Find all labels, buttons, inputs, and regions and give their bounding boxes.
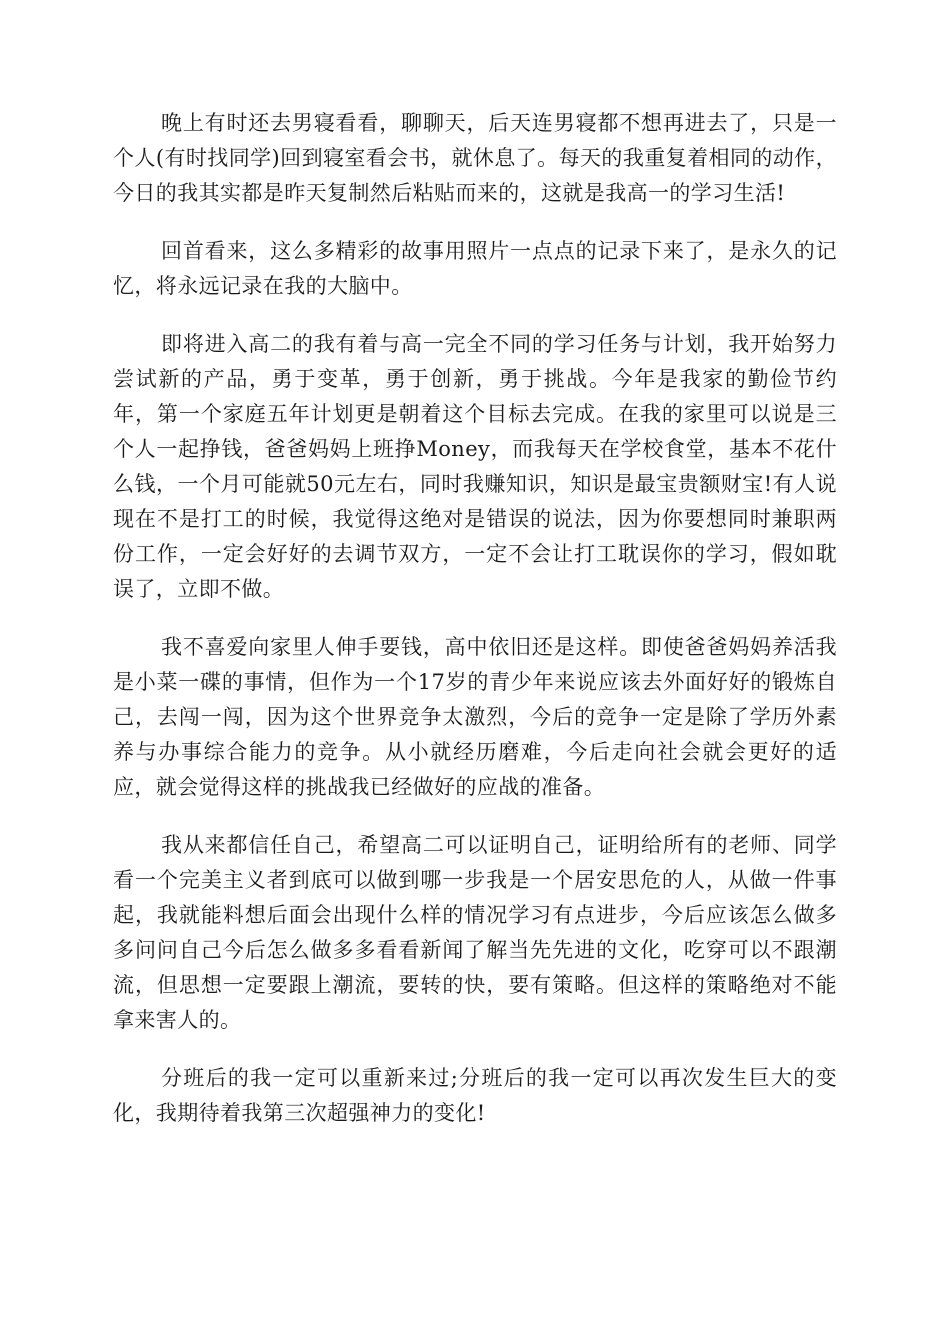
paragraph-6: 分班后的我一定可以重新来过;分班后的我一定可以再次发生巨大的变化，我期待着我第三次超强神力的变化! xyxy=(113,1066,837,1125)
paragraph-4: 我不喜爱向家里人伸手要钱，高中依旧还是这样。即使爸爸妈妈养活我是小菜一碟的事情，但作为一个17岁的青少年来说应该去外面好好的锻炼自己，去闯一闯，因为这个世界竞争太激烈，今后的竞争一定是除了学历外素养与办事综合能力的竞争。从小就经历磨难，今后走向社会就会更好的适应，就会觉得这样的挑战我已经做好的应战的准备。 xyxy=(113,635,837,799)
document-page xyxy=(113,106,837,1154)
paragraph-5: 我从来都信任自己，希望高二可以证明自己，证明给所有的老师、同学看一个完美主义者到底可以做到哪一步我是一个居安思危的人，从做一件事起，我就能料想后面会出现什么样的情况学习有点进步，今后应该怎么做多多问问自己今后怎么做多多看看新闻了解当先先进的文化，吃穿可以不跟潮流，但思想一定要跟上潮流，要转的快，要有策略。但这样的策略绝对不能拿来害人的。 xyxy=(113,833,837,1032)
paragraph-1: 晚上有时还去男寝看看，聊聊天，后天连男寝都不想再进去了，只是一个人(有时找同学)回到寝室看会书，就休息了。每天的我重复着相同的动作，今日的我其实都是昨天复制然后粘贴而来的，这就是我高一的学习生活! xyxy=(113,111,837,205)
paragraph-3: 即将进入高二的我有着与高一完全不同的学习任务与计划，我开始努力尝试新的产品，勇于变革，勇于创新，勇于挑战。今年是我家的勤俭节约年，第一个家庭五年计划更是朝着这个目标去完成。在我的家里可以说是三个人一起挣钱，爸爸妈妈上班挣Money，而我每天在学校食堂，基本不花什么钱，一个月可能就50元左右，同时我赚知识，知识是最宝贵额财宝!有人说现在不是打工的时候，我觉得这绝对是错误的说法，因为你要想同时兼职两份工作，一定会好好的去调节双方，一定不会让打工耽误你的学习，假如耽误了，立即不做。 xyxy=(113,332,837,601)
paragraph-2: 回首看来，这么多精彩的故事用照片一点点的记录下来了，是永久的记忆，将永远记录在我的大脑中。 xyxy=(113,239,837,298)
